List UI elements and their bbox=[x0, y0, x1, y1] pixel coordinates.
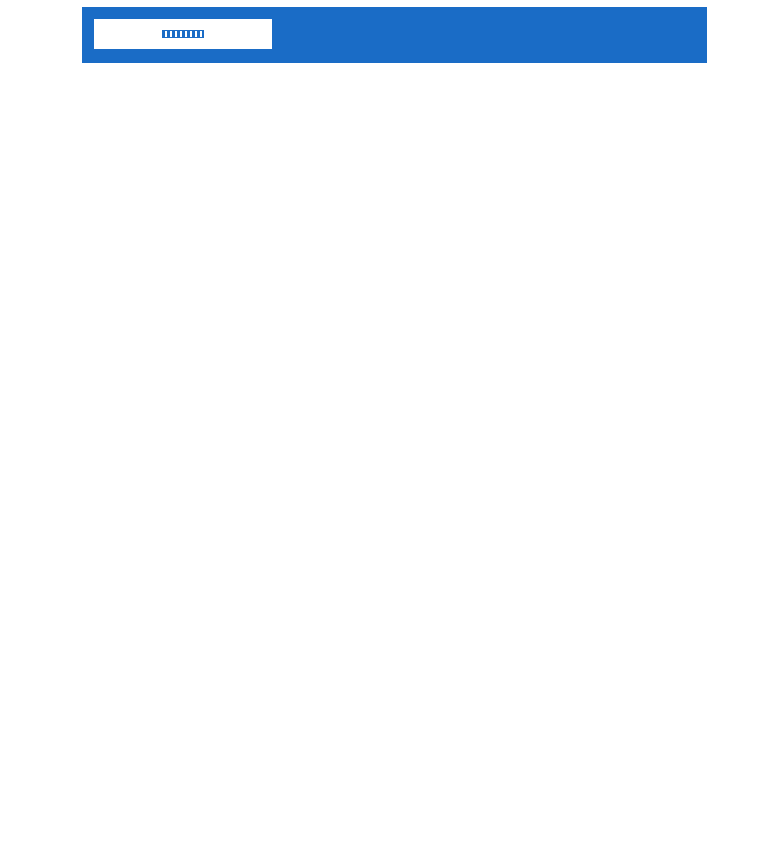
header-banner bbox=[82, 7, 707, 63]
spec-sheet bbox=[82, 7, 707, 63]
chain-icon bbox=[162, 30, 204, 38]
company-logo bbox=[94, 19, 272, 49]
